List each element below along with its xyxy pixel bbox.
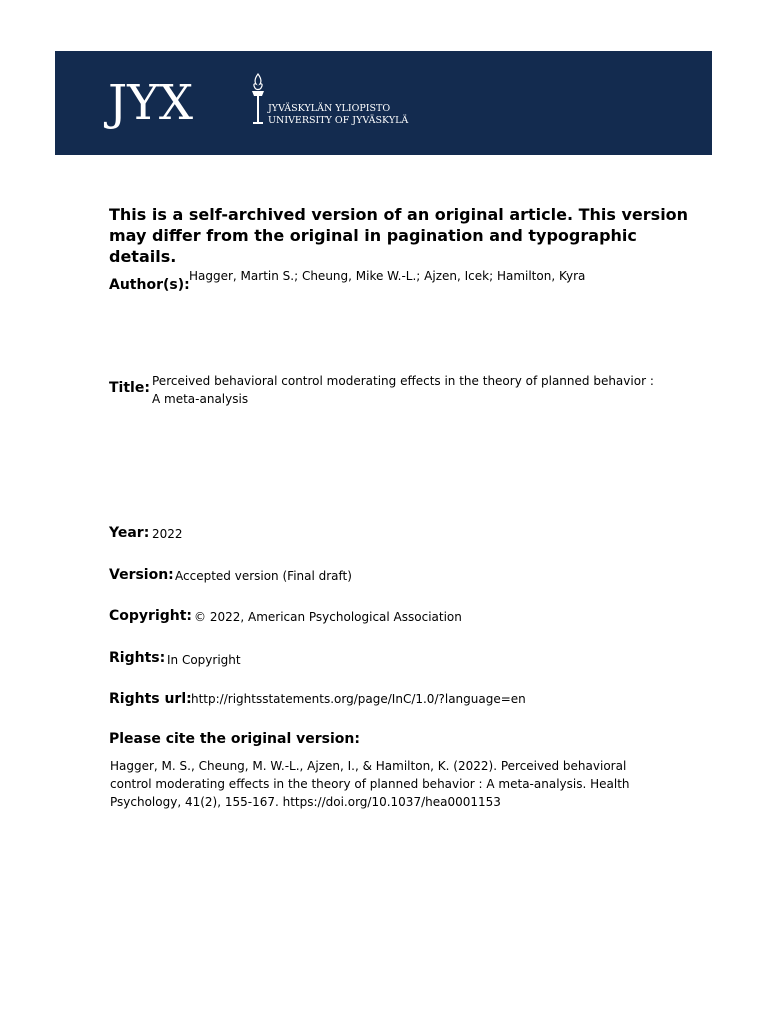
torch-icon <box>246 72 270 128</box>
version-label: Version: <box>109 567 174 583</box>
rights-label: Rights: <box>109 650 166 666</box>
page-heading: This is a self-archived version of an original article. This version may differ from the original in pagination and typographic details. <box>109 205 689 266</box>
rights-url-link[interactable]: http://rightsstatements.org/page/InC/1.0/?language=en <box>191 692 526 706</box>
title-label: Title: <box>109 380 150 396</box>
copyright-value: © 2022, American Psychological Association <box>194 610 462 624</box>
authors-label: Author(s): <box>109 277 190 293</box>
version-value: Accepted version (Final draft) <box>175 569 352 583</box>
citation-heading: Please cite the original version: <box>109 731 360 747</box>
jyx-logo: JYX <box>108 75 194 131</box>
rights-url-label: Rights url: <box>109 691 192 707</box>
citation-text: Hagger, M. S., Cheung, M. W.-L., Ajzen, I., & Hamilton, K. (2022). Perceived behavioral control moderating effects in the theory of planned behavior : A meta-analysis. Health Psychology, 41(2), 155-167. https://doi.org/10.1037/hea0001153 <box>110 759 630 809</box>
authors-value: Hagger, Martin S.; Cheung, Mike W.-L.; Ajzen, Icek; Hamilton, Kyra <box>189 269 586 283</box>
rights-value: In Copyright <box>167 653 241 667</box>
year-label: Year: <box>109 525 150 541</box>
title-value: Perceived behavioral control moderating effects in the theory of planned behavior : A meta-analysis <box>152 374 654 406</box>
university-name-fi: JYVÄSKYLÄN YLIOPISTO <box>268 103 391 114</box>
copyright-label: Copyright: <box>109 608 193 624</box>
university-name <box>268 103 408 127</box>
university-name-en: UNIVERSITY OF JYVÄSKYLÄ <box>268 115 409 126</box>
year-value: 2022 <box>152 527 183 541</box>
